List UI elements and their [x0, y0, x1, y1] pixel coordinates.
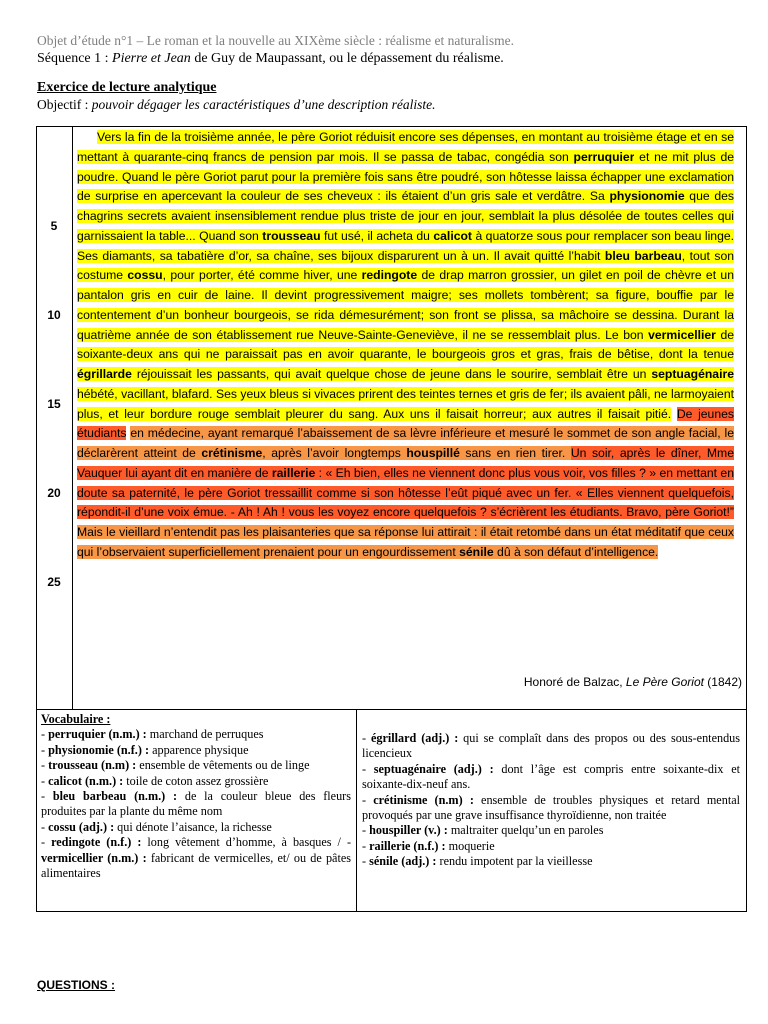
objet-etude-heading: Objet d’étude n°1 – Le roman et la nouvelle au XIXème siècle : réalisme et naturalisme. — [37, 33, 514, 48]
vocabulary-term: houspiller (v.) : — [369, 823, 448, 838]
objective-text: pouvoir dégager les caractéristiques d’une description réaliste. — [91, 97, 436, 112]
passage-segment: réjouissait les passants, qui avait quelque chose de jeune dans le sourire, semblait être un — [131, 367, 652, 381]
credit-author: Honoré de Balzac, — [523, 675, 626, 689]
vocabulary-definition: ensemble de vêtements ou de linge — [136, 758, 310, 773]
passage-segment: Un soir, après le dîner, Mme Vauquer lui ayant dit en manière de — [77, 446, 734, 480]
sequence-heading — [37, 51, 504, 67]
passage-segment: de drap marron grossier, un gilet en poil de chèvre et un pantalon gris en cuir de laine. Il devint progressivement maigre; ses mollets tombèrent; sa figure, bouffie par le contentement d’un bonheur bourgeois, se rida démesurément; son front se plissa, sa mâchoire se dessina. Durant la quatrième année de son établissement rue Neuve-Sainte-Geneviève, il ne se ressemblait plus. Le bon — [77, 268, 734, 342]
line-number: 5 — [50, 219, 58, 233]
glossary-word: septuagénaire — [651, 367, 734, 381]
line-number: 10 — [47, 308, 61, 322]
vocabulary-entry: - raillerie (n.f.) : moquerie — [362, 838, 495, 853]
passage-segment: , tout son costume — [77, 248, 735, 283]
vocabulary-definition: apparence physique — [149, 742, 249, 757]
credit-year: (1842) — [703, 675, 742, 689]
vocabulary-definition: qui se complaît dans des propos ou des sous-entendus licencieux — [362, 731, 740, 761]
vocabulary-entry: - égrillard (adj.) : qui se complaît dans des propos ou des sous-entendus licencieux — [362, 731, 740, 761]
glossary-word: raillerie — [271, 465, 316, 480]
passage-segment: De jeunes étudiants — [77, 406, 734, 441]
vocabulary-term: perruquier (n.m.) : — [48, 727, 147, 742]
line-number: 25 — [47, 575, 61, 589]
vocabulary-entry: - physionomie (n.f.) : apparence physique — [41, 742, 249, 757]
glossary-word: perruquier — [573, 149, 635, 164]
glossary-word: redingote — [361, 268, 418, 283]
vocabulary-title: Vocabulaire : — [41, 712, 111, 726]
objective-label: Objectif : — [37, 97, 92, 112]
glossary-word: trousseau — [262, 228, 321, 243]
vocabulary-entry: - redingote (n.f.) : long vêtement d’homme, à basques / - vermicellier (n.m.) : fabricant de vermicelles, et/ ou de pâtes alimentaires — [41, 835, 352, 881]
vocabulary-term: physionomie (n.f.) : — [48, 742, 150, 757]
glossary-word: vermicellier — [648, 327, 716, 342]
glossary-word: calicot — [433, 228, 472, 243]
passage-segment: de soixante-deux ans qui ne paraissait pas en avoir quarante, le bourgeois gros et gras, frais de bêtise, dont la tenue — [77, 327, 734, 362]
vocabulary-definition: ensemble de troubles physiques et retard mental provoqués par une grave insuffisance thyroïdienne, non traitée — [362, 792, 740, 823]
vocabulary-definition: maltraiter quelqu’un en paroles — [447, 823, 604, 838]
vocabulary-definition: qui dénote l’aisance, la richesse — [114, 819, 272, 834]
vocabulary-term: trousseau (n.m) : — [48, 758, 137, 773]
passage-segment: et ne mit plus de poudre. Quand le père Goriot parut pour la première fois sans être poudré, son hôtesse laissa échapper une exclamation de surprise en apercevant la couleur de ses cheveux : ils étaient d’un gris sale et verdâtre. Sa — [77, 149, 735, 204]
vocabulary-term: calicot (n.m.) : — [48, 773, 124, 788]
vocabulary-entry: - calicot (n.m.) : toile de coton assez grossière — [41, 773, 269, 788]
vocabulary-definition: marchand de perruques — [146, 727, 264, 742]
vocabulary-term: bleu barbeau (n.m.) : — [52, 789, 178, 804]
line-number-divider — [72, 126, 73, 710]
passage-segment: Vers la fin de la troisième année, le père Goriot réduisit encore ses dépenses, en montant au troisième étage et en se mettant à quarante-cinq francs de pension par mois. Il se passa de tabac, congédia son — [77, 130, 734, 164]
vocabulary-entry: - perruquier (n.m.) : marchand de perruques — [41, 727, 264, 742]
balzac-passage — [77, 128, 734, 563]
passage-segment: à quatorze sous pour remplacer son beau linge. Ses diamants, sa tabatière d’or, sa chaîne, ses bijoux disparurent un à un. Il avait quitté l’habit — [77, 228, 735, 263]
sequence-title: Pierre et Jean — [112, 51, 191, 66]
vocabulary-term: sénile (adj.) : — [369, 854, 437, 869]
passage-segment: hébété, vacillant, blafard. Ses yeux bleus si vivaces prirent des teintes ternes et gris de fer; ils avaient pâli, ne larmoyaient plus, et leur bordure rouge semblait pleurer du sang. Aux uns il faisait horreur; aux autres il faisait pitié. — [77, 386, 734, 421]
exercise-objective — [37, 97, 436, 113]
passage-segment: fut usé, il acheta du — [320, 228, 434, 243]
glossary-word: bleu barbeau — [604, 248, 682, 263]
vocabulary-term: égrillard (adj.) : — [370, 731, 459, 745]
vocabulary-definition: de la couleur bleue des fleurs produites par la plante du même nom — [41, 789, 351, 819]
vocabulary-definition: dont l’âge est compris entre soixante-dix et soixante-dix-neuf ans. — [362, 761, 740, 792]
vocabulary-term: crétinisme (n.m) : — [373, 792, 474, 807]
vocabulary-entry: - trousseau (n.m) : ensemble de vêtements ou de linge — [41, 758, 310, 773]
passage-segment: Mais le vieillard n’entendit pas les plaisanteries que sa réponse lui attirait : il était retombé dans un état méditatif que ceux qui l’observaient superficiellement prenaient pour un engourdissement — [77, 525, 734, 559]
line-number: 20 — [47, 486, 61, 500]
questions-heading: QUESTIONS : — [37, 978, 116, 992]
glossary-word: physionomie — [609, 189, 685, 204]
source-credit — [524, 675, 742, 689]
vocabulary-definition: rendu impotent par la vieillesse — [436, 854, 593, 869]
line-number: 15 — [47, 397, 61, 411]
passage-segment: en médecine, ayant remarqué l’abaissement de sa lèvre inférieure et mesuré le sommet de son angle facial, le déclarèrent atteint de — [77, 426, 734, 460]
vocabulary-divider — [36, 709, 747, 710]
vocabulary-column-divider — [356, 709, 357, 912]
vocabulary-term: raillerie (n.f.) : — [369, 838, 446, 853]
vocabulary-term: cossu (adj.) : — [48, 819, 115, 834]
glossary-word: houspillé — [406, 446, 460, 460]
passage-segment: dû à son défaut d’intelligence. — [493, 544, 659, 559]
vocabulary-right-column — [362, 731, 740, 870]
glossary-word: égrillarde — [77, 367, 132, 381]
vocabulary-entry: - sénile (adj.) : rendu impotent par la vieillesse — [362, 854, 593, 869]
passage-segment: que des chagrins secrets avaient insensiblement rendue plus triste de jour en jour, semblait la plus désolée de toutes celles qui garnissaient la table... Quand son — [77, 189, 734, 243]
vocabulary-term: septuagénaire (adj.) : — [373, 761, 494, 776]
passage-segment: : « Eh bien, elles ne viennent donc plus vous voir, vos filles ? » en mettant en doute sa paternité, le père Goriot tressaillit comme si son hôtesse l’eût piqué avec un fer. « Elles viennent quelquefois, répondit-il d’une voix émue. - Ah ! Ah ! vous les voyez encore quelquefois ? s’écrièrent les étudiants. Bravo, père Goriot!” — [77, 465, 734, 520]
vocabulary-left-column — [41, 712, 351, 881]
vocabulary-entry: - houspiller (v.) : maltraiter quelqu’un en paroles — [362, 823, 604, 838]
glossary-word: sénile — [459, 544, 494, 559]
glossary-word: cossu — [127, 268, 163, 283]
vocabulary-entry: - cossu (adj.) : qui dénote l’aisance, la richesse — [41, 819, 272, 834]
passage-segment: , pour porter, été comme hiver, une — [162, 268, 362, 283]
vocabulary-entry: - septuagénaire (adj.) : dont l’âge est compris entre soixante-dix et soixante-dix-neuf ans. — [362, 761, 740, 792]
vocabulary-definition: fabricant de vermicelles, et/ ou de pâtes alimentaires — [41, 850, 351, 881]
vocabulary-definition: moquerie — [445, 838, 495, 853]
credit-title: Le Père Goriot — [625, 675, 704, 689]
vocabulary-entry: - bleu barbeau (n.m.) : de la couleur bleue des fleurs produites par la plante du même nom — [41, 789, 351, 819]
vocabulary-definition: long vêtement d’homme, à basques / - — [141, 835, 352, 850]
sequence-prefix: Séquence 1 : — [37, 51, 113, 66]
passage-segment: sans en rien tirer. — [459, 446, 571, 460]
exercise-title: Exercice de lecture analytique — [37, 80, 217, 95]
vocabulary-definition: toile de coton assez grossière — [123, 773, 269, 788]
vocabulary-term: vermicellier (n.m.) : — [41, 850, 147, 865]
glossary-word: crétinisme — [201, 446, 263, 460]
passage-segment: , après l’avoir longtemps — [262, 446, 407, 460]
sequence-suffix: de Guy de Maupassant, ou le dépassement du réalisme. — [190, 51, 504, 66]
vocabulary-term: redingote (n.f.) : — [51, 835, 142, 850]
vocabulary-entry: - crétinisme (n.m) : ensemble de troubles physiques et retard mental provoqués par une grave insuffisance thyroïdienne, non traitée — [362, 792, 740, 823]
